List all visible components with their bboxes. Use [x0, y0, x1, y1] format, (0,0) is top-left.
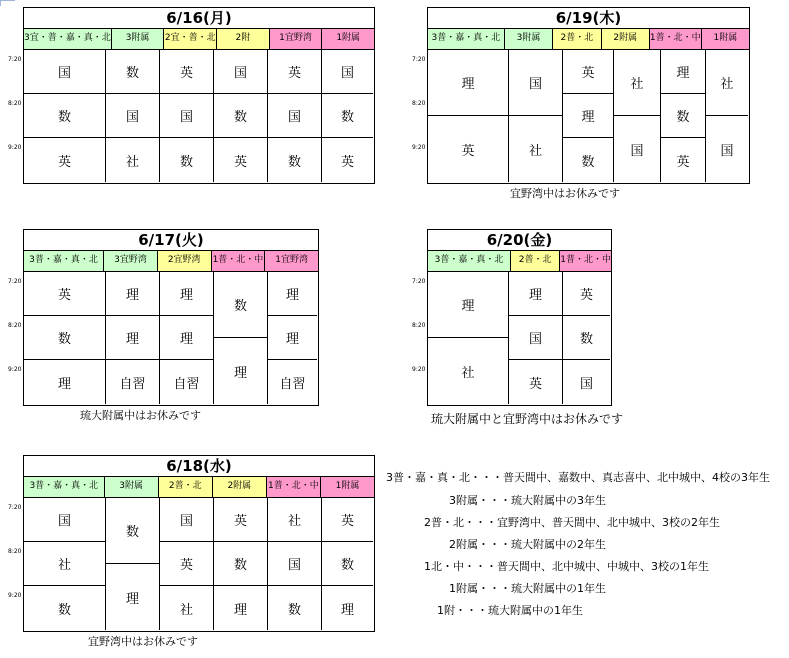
subject-cell: 社 — [24, 542, 106, 586]
subject-cell: 英 — [214, 498, 268, 542]
schedule-title: 6/16(月) — [23, 7, 375, 28]
schedule-title: 6/17(火) — [23, 229, 319, 250]
subject-cell: 数 — [24, 316, 106, 360]
legend-line: 3普・嘉・真・北・・・普天間中、嘉数中、真志喜中、北中城中、4校の3年生 — [386, 471, 770, 484]
subject-cell: 数 — [214, 272, 268, 338]
schedule-6-16 — [23, 7, 375, 184]
time-label: 9:20 — [8, 366, 22, 373]
time-label: 8:20 — [8, 548, 22, 555]
column-header: 3普・嘉・真・北 — [428, 251, 511, 271]
time-label: 7:20 — [8, 56, 22, 63]
subject-cell: 理 — [428, 272, 509, 338]
subject-cell: 数 — [106, 498, 160, 564]
subject-cell: 国 — [106, 94, 160, 138]
time-label: 7:20 — [8, 504, 22, 511]
subject-cell: 国 — [214, 50, 268, 94]
subject-cell: 数 — [563, 316, 610, 360]
subject-cell: 理 — [106, 272, 160, 316]
subject-cell: 理 — [24, 360, 106, 404]
subject-cell: 理 — [268, 316, 317, 360]
column-header: 3普・嘉・真・北 — [428, 29, 505, 49]
column-header: 1普・北・中 — [560, 251, 611, 271]
subject-cell: 数 — [563, 138, 614, 182]
subject-cell: 国 — [509, 316, 563, 360]
subject-cell: 英 — [24, 138, 106, 182]
subject-cell: 英 — [268, 50, 322, 94]
column-header: 2普・北 — [159, 477, 213, 497]
subject-cell: 理 — [214, 586, 268, 630]
time-label: 7:20 — [412, 278, 426, 285]
schedule-grid — [23, 271, 319, 406]
legend-line: 3附属・・・琉大附属中の3年生 — [449, 494, 606, 507]
schedule-note: 琉大附属中はお休みです — [80, 409, 201, 422]
subject-cell: 国 — [614, 116, 661, 182]
schedule-header-row — [427, 28, 750, 49]
schedule-note: 宜野湾中はお休みです — [510, 187, 620, 200]
column-header: 1普・北・中 — [267, 477, 321, 497]
schedule-grid — [23, 497, 375, 632]
subject-cell: 英 — [563, 272, 610, 316]
subject-cell: 理 — [106, 564, 160, 630]
schedule-header-row — [23, 476, 375, 497]
column-header: 2宜野湾 — [158, 251, 212, 271]
subject-cell: 国 — [268, 542, 322, 586]
column-header: 3附属 — [505, 29, 553, 49]
subject-cell: 社 — [268, 498, 322, 542]
subject-cell: 数 — [24, 586, 106, 630]
column-header: 2普・北 — [511, 251, 560, 271]
subject-cell: 国 — [509, 50, 563, 116]
subject-cell: 理 — [340, 602, 354, 618]
subject-cell: 英 — [322, 498, 373, 542]
subject-cell: 英 — [160, 50, 214, 94]
subject-cell: 国 — [720, 143, 734, 159]
subject-cell: 数 — [268, 138, 322, 182]
subject-cell: 社 — [160, 586, 214, 630]
subject-cell: 国 — [322, 50, 373, 94]
schedule-grid — [23, 49, 375, 184]
subject-cell: 数 — [214, 94, 268, 138]
column-header: 3宜・普・嘉・真・北 — [24, 29, 112, 49]
corner-mark — [0, 0, 15, 6]
subject-cell: 英 — [160, 542, 214, 586]
column-header: 1宜野湾 — [265, 251, 318, 271]
subject-cell: 国 — [160, 94, 214, 138]
legend-line: 2附属・・・琉大附属中の2年生 — [449, 538, 606, 551]
subject-cell: 数 — [322, 94, 373, 138]
schedule-header-row — [23, 250, 319, 271]
subject-cell: 理 — [428, 50, 509, 116]
schedule-6-19 — [427, 7, 750, 184]
column-header: 3普・嘉・真・北 — [24, 477, 105, 497]
subject-cell: 数 — [661, 94, 706, 138]
time-label: 8:20 — [412, 322, 426, 329]
subject-cell: 理 — [268, 272, 317, 316]
schedule-6-17 — [23, 229, 319, 406]
column-header: 2附属 — [602, 29, 650, 49]
subject-cell: 英 — [24, 272, 106, 316]
schedule-6-18 — [23, 455, 375, 632]
subject-cell: 数 — [106, 50, 160, 94]
column-header: 1附属 — [322, 29, 374, 49]
schedule-title: 6/20(金) — [427, 229, 612, 250]
subject-cell: 数 — [214, 542, 268, 586]
subject-cell: 国 — [268, 94, 322, 138]
time-label: 9:20 — [412, 144, 426, 151]
subject-cell: 社 — [428, 338, 509, 404]
column-header: 1宜野湾 — [270, 29, 323, 49]
column-header: 1附属 — [321, 477, 374, 497]
schedule-grid — [427, 49, 750, 184]
column-header: 1附属 — [702, 29, 749, 49]
subject-cell: 国 — [24, 498, 106, 542]
column-header: 3附属 — [112, 29, 165, 49]
legend-line: 2普・北・・・宜野湾中、普天間中、北中城中、3校の2年生 — [424, 516, 720, 529]
subject-cell: 英 — [428, 116, 509, 182]
subject-cell: 英 — [661, 138, 706, 182]
subject-cell: 数 — [268, 586, 322, 630]
subject-cell: 数 — [160, 138, 214, 182]
time-label: 9:20 — [8, 592, 22, 599]
subject-cell: 自習 — [279, 376, 306, 392]
subject-cell: 理 — [214, 338, 268, 404]
column-header: 2附属 — [213, 477, 267, 497]
subject-cell: 社 — [509, 116, 563, 182]
subject-cell: 社 — [706, 50, 748, 116]
subject-cell: 国 — [24, 50, 106, 94]
time-label: 7:20 — [412, 56, 426, 63]
time-label: 9:20 — [412, 366, 426, 373]
subject-cell: 社 — [614, 50, 661, 116]
subject-cell: 英 — [563, 50, 614, 94]
column-header: 3宜野湾 — [104, 251, 158, 271]
schedule-note: 宜野湾中はお休みです — [88, 635, 198, 648]
schedule-grid — [427, 271, 612, 406]
subject-cell: 理 — [106, 316, 160, 360]
legend-line: 1北・中・・・普天間中、北中城中、中城中、3校の1年生 — [424, 560, 709, 573]
legend-line: 1附属・・・琉大附属中の1年生 — [449, 582, 606, 595]
time-label: 9:20 — [8, 144, 22, 151]
subject-cell: 英 — [340, 154, 354, 170]
time-label: 7:20 — [8, 278, 22, 285]
subject-cell: 社 — [106, 138, 160, 182]
subject-cell: 理 — [661, 50, 706, 94]
subject-cell: 自習 — [160, 360, 214, 404]
subject-cell: 理 — [160, 272, 214, 316]
schedule-title: 6/19(木) — [427, 7, 750, 28]
schedule-header-row — [427, 250, 612, 271]
schedule-header-row — [23, 28, 375, 49]
time-label: 8:20 — [8, 100, 22, 107]
time-label: 8:20 — [412, 100, 426, 107]
subject-cell: 英 — [214, 138, 268, 182]
column-header: 3普・嘉・真・北 — [24, 251, 104, 271]
column-header: 1普・北・中 — [212, 251, 266, 271]
subject-cell: 数 — [322, 542, 373, 586]
subject-cell: 自習 — [106, 360, 160, 404]
subject-cell: 国 — [160, 498, 214, 542]
subject-cell: 理 — [563, 94, 614, 138]
subject-cell: 理 — [509, 272, 563, 316]
column-header: 1普・北・中 — [650, 29, 702, 49]
subject-cell: 英 — [509, 360, 563, 404]
column-header: 2普・北 — [553, 29, 601, 49]
column-header: 2宜・普・北 — [164, 29, 217, 49]
subject-cell: 数 — [24, 94, 106, 138]
subject-cell: 国 — [579, 376, 593, 392]
schedule-6-20 — [427, 229, 612, 406]
schedule-note: 琉大附属中と宜野湾中はお休みです — [431, 412, 624, 426]
legend-line: 1附・・・琉大附属中の1年生 — [437, 604, 583, 617]
column-header: 3附属 — [105, 477, 159, 497]
subject-cell: 理 — [160, 316, 214, 360]
column-header: 2附 — [217, 29, 270, 49]
schedule-title: 6/18(水) — [23, 455, 375, 476]
time-label: 8:20 — [8, 322, 22, 329]
